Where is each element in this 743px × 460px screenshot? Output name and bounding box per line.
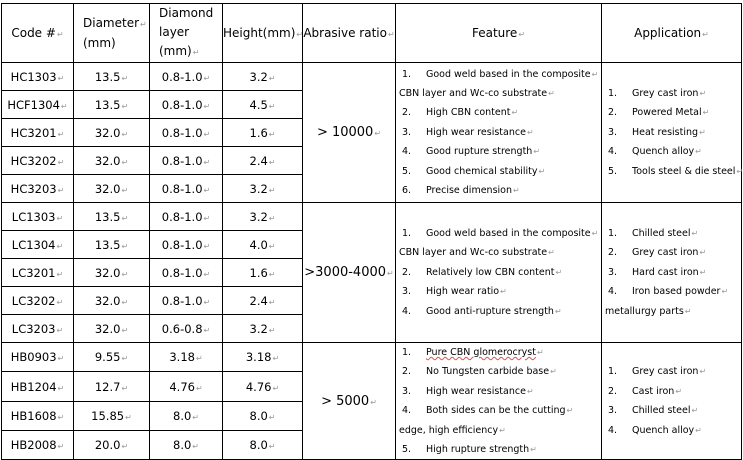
product-code-cell: HC1303↵ (2, 63, 74, 91)
application-item: 2. Cast iron↵ (608, 385, 683, 397)
feature-item: 2. High CBN content↵ (402, 107, 519, 119)
feature-list-cell (396, 343, 602, 460)
diameter-cell: 13.5↵ (74, 63, 150, 91)
header-diameter: Diameter↵ (mm) (74, 4, 150, 63)
product-code-cell: HB2008↵ (2, 431, 74, 460)
product-code-cell: LC3202↵ (2, 287, 74, 315)
height-cell: 3.2↵ (223, 175, 303, 203)
feature-item: edge, high efficiency↵ (399, 424, 506, 436)
diamond-layer-cell: 4.76↵ (150, 372, 223, 401)
table-row (2, 63, 742, 91)
diamond-layer-cell: 3.18↵ (150, 343, 223, 372)
height-cell: 1.6↵ (223, 259, 303, 287)
feature-list-cell (396, 63, 602, 203)
height-cell: 8.0↵ (223, 401, 303, 430)
diamond-layer-cell: 8.0↵ (150, 431, 223, 460)
feature-item: 3. High wear resistance↵ (402, 126, 534, 138)
diameter-cell: 32.0↵ (74, 119, 150, 147)
diameter-cell: 32.0↵ (74, 315, 150, 343)
product-code-cell: HCF1304↵ (2, 91, 74, 119)
feature-list-cell (396, 203, 602, 343)
diameter-cell: 32.0↵ (74, 259, 150, 287)
diameter-cell: 20.0↵ (74, 431, 150, 460)
feature-item: 6. Precise dimension↵ (402, 185, 520, 197)
feature-item: 1. Pure CBN glomerocryst↵ (402, 347, 544, 358)
height-cell: 4.5↵ (223, 91, 303, 119)
product-code-cell: HC3202↵ (2, 147, 74, 175)
product-code-cell: HB1608↵ (2, 401, 74, 430)
feature-item: 4. Good anti-rupture strength↵ (402, 305, 562, 317)
abrasive-ratio-cell: > 5000↵ (303, 343, 396, 460)
product-code-cell: HB1204↵ (2, 372, 74, 401)
application-item: 3. Chilled steel↵ (608, 405, 699, 417)
feature-item: 4. Good rupture strength↵ (402, 146, 541, 158)
application-list-cell (602, 343, 742, 460)
application-item: 3. Heat resisting↵ (608, 126, 706, 138)
feature-item: 5. High rupture strength↵ (402, 444, 537, 456)
diamond-layer-cell: 0.8-1.0↵ (150, 203, 223, 231)
table-row (2, 203, 742, 231)
application-item: 1. Grey cast iron↵ (608, 366, 707, 378)
product-code-cell: LC3201↵ (2, 259, 74, 287)
table-row (2, 343, 742, 372)
application-item: 4. Iron based powder↵ (608, 286, 729, 298)
product-code-cell: HC3203↵ (2, 175, 74, 203)
header-feature: Feature↵ (396, 4, 602, 63)
product-code-cell: HB0903↵ (2, 343, 74, 372)
diamond-layer-cell: 0.8-1.0↵ (150, 147, 223, 175)
diameter-cell: 15.85↵ (74, 401, 150, 430)
diamond-layer-cell: 0.8-1.0↵ (150, 91, 223, 119)
height-cell: 4.0↵ (223, 231, 303, 259)
application-item: 4. Quench alloy↵ (608, 146, 702, 158)
feature-item: 2. No Tungsten carbide base↵ (402, 366, 557, 378)
cbn-insert-spec-table (1, 3, 742, 460)
diamond-layer-cell: 0.8-1.0↵ (150, 119, 223, 147)
header-code: Code #↵ (2, 4, 74, 63)
height-cell: 2.4↵ (223, 287, 303, 315)
diameter-cell: 32.0↵ (74, 287, 150, 315)
diameter-cell: 13.5↵ (74, 231, 150, 259)
header-diamond-layer: Diamond layer (mm)↵ (150, 4, 223, 63)
application-item: 3. Hard cast iron↵ (608, 266, 707, 278)
diameter-cell: 12.7↵ (74, 372, 150, 401)
diameter-cell: 32.0↵ (74, 175, 150, 203)
diamond-layer-cell: 0.8-1.0↵ (150, 231, 223, 259)
diameter-cell: 9.55↵ (74, 343, 150, 372)
application-item: 5. Tools steel & die steel↵ (608, 165, 743, 177)
feature-item: 3. High wear resistance↵ (402, 385, 534, 397)
height-cell: 3.2↵ (223, 63, 303, 91)
application-item: 1. Grey cast iron↵ (608, 87, 707, 99)
diamond-layer-cell: 0.8-1.0↵ (150, 63, 223, 91)
product-code-cell: LC3203↵ (2, 315, 74, 343)
height-cell: 3.18↵ (223, 343, 303, 372)
header-height: Height(mm)↵ (223, 4, 303, 63)
diameter-cell: 13.5↵ (74, 91, 150, 119)
feature-item: 1. Good weld based in the composite↵ (402, 68, 599, 80)
feature-item: CBN layer and Wc-co substrate↵ (399, 247, 555, 259)
abrasive-ratio-cell: >3000-4000↵ (303, 203, 396, 343)
product-code-cell: LC1303↵ (2, 203, 74, 231)
feature-item: 3. High wear ratio↵ (402, 286, 507, 298)
application-item: 1. Chilled steel↵ (608, 227, 699, 239)
diamond-layer-cell: 0.6-0.8↵ (150, 315, 223, 343)
application-item: metallurgy parts↵ (605, 305, 692, 317)
feature-item: CBN layer and Wc-co substrate↵ (399, 87, 555, 99)
height-cell: 3.2↵ (223, 203, 303, 231)
height-cell: 1.6↵ (223, 119, 303, 147)
diamond-layer-cell: 8.0↵ (150, 401, 223, 430)
product-code-cell: LC1304↵ (2, 231, 74, 259)
header-abrasive-ratio: Abrasive ratio↵ (303, 4, 396, 63)
height-cell: 3.2↵ (223, 315, 303, 343)
feature-item: 1. Good weld based in the composite↵ (402, 227, 599, 239)
diameter-cell: 13.5↵ (74, 203, 150, 231)
diamond-layer-cell: 0.8-1.0↵ (150, 287, 223, 315)
height-cell: 2.4↵ (223, 147, 303, 175)
header-row (2, 4, 742, 63)
header-application: Application↵ (602, 4, 742, 63)
height-cell: 4.76↵ (223, 372, 303, 401)
diamond-layer-cell: 0.8-1.0↵ (150, 175, 223, 203)
product-code-cell: HC3201↵ (2, 119, 74, 147)
diameter-cell: 32.0↵ (74, 147, 150, 175)
application-list-cell (602, 63, 742, 203)
diamond-layer-cell: 0.8-1.0↵ (150, 259, 223, 287)
feature-item: 5. Good chemical stability↵ (402, 165, 546, 177)
feature-item: 2. Relatively low CBN content↵ (402, 266, 563, 278)
abrasive-ratio-cell: > 10000↵ (303, 63, 396, 203)
height-cell: 8.0↵ (223, 431, 303, 460)
application-item: 2. Grey cast iron↵ (608, 247, 707, 259)
application-item: 4. Quench alloy↵ (608, 424, 702, 436)
feature-item: 4. Both sides can be the cutting↵ (402, 405, 574, 417)
application-list-cell (602, 203, 742, 343)
application-item: 2. Powered Metal↵ (608, 107, 710, 119)
